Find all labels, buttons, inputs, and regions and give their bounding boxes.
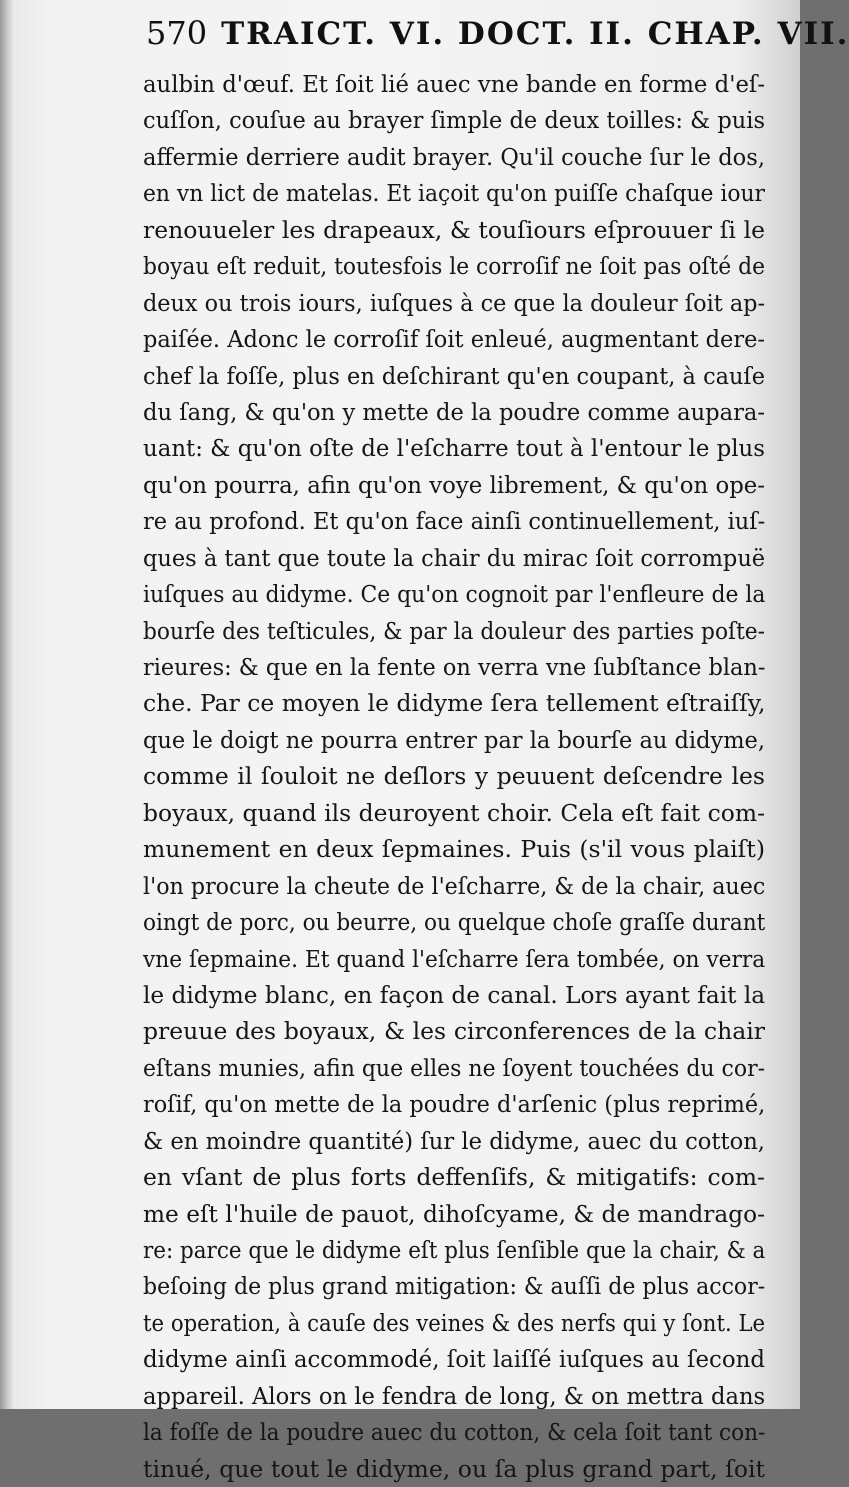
text-line: paiſée. Adonc le corroſif ſoit enleué, augmentant dere- [143, 325, 765, 354]
text-line: du ſang, & qu'on y mette de la poudre comme aupara- [143, 397, 765, 426]
text-line: aulbin d'œuf. Et ſoit lié auec vne bande en forme d'eſ- [143, 70, 765, 98]
text-line: appareil. Alors on le fendra de long, & on mettra dans [143, 1381, 766, 1410]
body-text [143, 66, 765, 1487]
text-line: l'on procure la cheute de l'eſcharre, & de la chair, auec [143, 871, 766, 900]
text-line: chef la foſſe, plus en deſchirant qu'en coupant, à cauſe [143, 361, 765, 390]
page-gutter-shadow [0, 0, 14, 1409]
text-line: beſoing de plus grand mitigation: & auſſi de plus accor- [143, 1272, 766, 1301]
text-line: la foſſe de la poudre auec du cotton, & cela ſoit tant con- [143, 1418, 766, 1447]
text-line: che. Par ce moyen le didyme ſera tellement eſtraiſſy, [143, 689, 766, 718]
text-line: renouueler les drapeaux, & touſiours eſprouuer ſi le [143, 215, 765, 244]
text-line: en vſant de plus forts deffenſifs, & mitigatifs: com- [143, 1163, 765, 1192]
text-line: qu'on pourra, afin qu'on voye librement, & qu'on ope- [143, 470, 765, 499]
text-line: tinué, que tout le didyme, ou ſa plus grand part, ſoit [143, 1454, 765, 1483]
text-line: le didyme blanc, en façon de canal. Lors ayant fait la [143, 980, 766, 1009]
page-number: 570 [146, 14, 208, 52]
text-line: preuue des boyaux, & les circonferences de la chair [143, 1017, 765, 1046]
text-line: me eſt l'huile de pauot, dihoſcyame, & de mandrago- [143, 1199, 765, 1228]
text-line: boyaux, quand ils deuroyent choir. Cela eſt fait com- [143, 798, 765, 827]
text-line: comme il ſouloit ne deſlors y peuuent deſcendre les [143, 762, 765, 791]
text-line: re: parce que le didyme eſt plus ſenſible que la chair, & a [143, 1236, 766, 1264]
text-line: vne ſepmaine. Et quand l'eſcharre ſera tombée, on verra [143, 944, 766, 973]
text-line: & en moindre quantité) ſur le didyme, auec du cotton, [143, 1126, 765, 1155]
text-line: bourſe des teſticules, & par la douleur des parties poſte- [143, 616, 765, 645]
text-line: munement en deux ſepmaines. Puis (s'il vous plaiſt) [143, 835, 765, 864]
text-line: uant: & qu'on oſte de l'eſcharre tout à l'entour le plus [143, 434, 765, 463]
text-line: rieures: & que en la fente on verra vne ſubſtance blan- [143, 653, 766, 681]
text-line: te operation, à cauſe des veines & des nerfs qui y ſont. Le [143, 1308, 766, 1337]
running-head: TRAICT. VI. DOCT. II. CHAP. VII. [221, 16, 849, 52]
text-line: cuſſon, couſue au brayer ſimple de deux toilles: & puis [143, 106, 765, 135]
text-line: iuſques au didyme. Ce qu'on cognoit par l'enfleure de la [143, 580, 766, 609]
text-line: didyme ainſi accommodé, ſoit laiſſé iuſques au ſecond [143, 1345, 765, 1374]
text-line: roſif, qu'on mette de la poudre d'arſenic (plus reprimé, [143, 1090, 766, 1119]
text-line: deux ou trois iours, iuſques à ce que la douleur ſoit ap- [143, 288, 765, 317]
text-line: re au profond. Et qu'on face ainſi continuellement, iuſ- [143, 507, 766, 536]
text-line: eſtans munies, afin que elles ne ſoyent touchées du cor- [143, 1053, 766, 1082]
text-line: que le doigt ne pourra entrer par la bourſe au didyme, [143, 725, 765, 754]
page-header [146, 14, 849, 64]
text-line: boyau eſt reduit, toutesfois le corroſif ne ſoit pas oſté de [143, 252, 766, 281]
text-line: ques à tant que toute la chair du mirac ſoit corrompuë [143, 543, 766, 572]
text-line: affermie derriere audit brayer. Qu'il couche ſur le dos, [143, 142, 765, 171]
text-line: oingt de porc, ou beurre, ou quelque choſe graſſe durant [143, 908, 766, 937]
text-line: en vn lict de matelas. Et iaçoit qu'on puiſſe chaſque iour [143, 179, 765, 208]
